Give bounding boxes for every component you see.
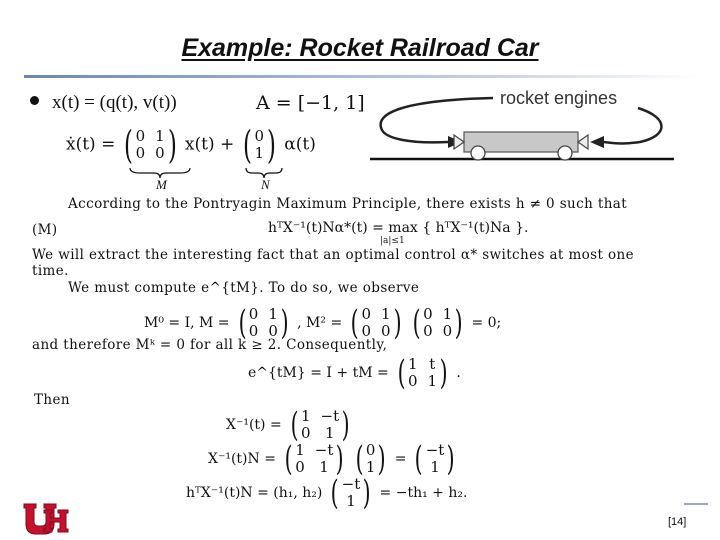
cell: 1 <box>346 492 356 510</box>
matrix-N: ( 0 1 ) <box>242 123 276 167</box>
matrix-hT-vec: ( −t 1 ) <box>331 473 371 513</box>
matrix-M: ( 0 1 0 0 ) <box>123 123 177 167</box>
etm-line <box>248 353 461 393</box>
cell: 1 <box>427 372 438 390</box>
matrix-etm: ( 1 t 0 1 ) <box>397 353 448 393</box>
cell: 0 <box>381 322 391 340</box>
cell: t <box>429 355 436 373</box>
hT-line <box>186 473 468 513</box>
cell: 0 <box>442 322 453 340</box>
uh-logo-icon <box>22 502 70 536</box>
matrix-M2-b: ( 0 1 0 0 ) <box>412 303 463 343</box>
matrix-xinv: ( 1 −t 0 1 ) <box>290 405 350 445</box>
cell: 0 <box>295 458 305 476</box>
right-arrow <box>604 108 662 144</box>
cell: 1 <box>408 355 418 373</box>
matrix-M-power: ( 0 1 0 0 ) <box>238 303 289 343</box>
rocket-car-diagram <box>368 92 674 172</box>
cell: 0 <box>408 372 418 390</box>
therefore-text: and therefore Mᵏ = 0 for all k ≥ 2. Consequently, <box>32 337 388 353</box>
cell: 1 <box>325 424 335 442</box>
cell: 0 <box>268 322 278 340</box>
hT-end: = −th₁ + h₂. <box>379 485 468 501</box>
hT-lhs: hᵀX⁻¹(t)N = (h₁, h₂) <box>186 485 323 501</box>
cell: −t <box>320 407 340 425</box>
matrix-xinvN-a: ( 1 −t 0 1 ) <box>284 439 344 479</box>
m-cell: 0 <box>135 127 146 145</box>
cell: −t <box>314 441 334 459</box>
cell: 1 <box>381 305 391 323</box>
cell: 1 <box>319 458 329 476</box>
xinv-lhs: X⁻¹(t) = <box>226 417 282 433</box>
etm-period: . <box>456 365 461 381</box>
then-text: Then <box>34 392 70 408</box>
extract-text: We will extract the interesting fact that an optimal control α* switches at most one <box>32 247 635 263</box>
cell: 0 <box>248 305 259 323</box>
rocket-label: rocket engines <box>500 88 618 108</box>
cell: 0 <box>361 305 371 323</box>
time-text: time. <box>32 263 69 279</box>
cell: 0 <box>423 322 433 340</box>
etm-lhs: e^{tM} = I + tM = <box>248 365 389 381</box>
bullet-dot-icon <box>30 96 39 105</box>
page-number: [14] <box>668 516 687 528</box>
cell: −t <box>425 441 445 459</box>
cell: 1 <box>442 305 453 323</box>
n-cell: 1 <box>254 144 265 162</box>
xinvN-line <box>208 439 458 479</box>
title-rule <box>24 75 700 78</box>
slide-title: Example: Rocket Railroad Car <box>181 34 539 62</box>
page-bar <box>684 503 708 505</box>
compute-text: We must compute e^{tM}. To do so, we observe <box>68 280 420 296</box>
right-engine <box>578 135 588 149</box>
state-equation <box>66 123 316 167</box>
bullet-state <box>30 92 177 114</box>
right-arrowhead <box>590 136 604 148</box>
cell: 1 <box>268 305 278 323</box>
cell: 0 <box>361 322 371 340</box>
powers-prefix: M⁰ = I, M = <box>144 315 230 331</box>
m-cell: 1 <box>155 127 165 145</box>
pmp-text: According to the Pontryagin Maximum Principle, there exists h ≠ 0 such that <box>68 196 628 212</box>
xinvN-lhs: X⁻¹(t)N = <box>208 451 276 467</box>
pmp-subscript: |a|≤1 <box>380 236 405 246</box>
xdot-x: x(t) + <box>184 134 235 155</box>
cell: 0 <box>365 441 376 459</box>
pmp-tag: (M) <box>32 222 58 238</box>
powers-end: = 0; <box>471 315 502 331</box>
matrix-M2-a: ( 0 1 0 0 ) <box>350 303 402 343</box>
cell: 0 <box>423 305 433 323</box>
cell: 1 <box>365 458 376 476</box>
xdot-lhs: ẋ(t) = <box>66 134 116 155</box>
label-N: N <box>261 177 270 192</box>
cell: 0 <box>300 424 311 442</box>
powers-mid: , M² = <box>297 315 343 331</box>
wheel-right <box>558 146 572 160</box>
pmp-equation: hᵀX⁻¹(t)Nα*(t) = max { hᵀX⁻¹(t)Na }. <box>268 220 529 236</box>
xdot-alpha: α(t) <box>284 134 316 155</box>
cell: 1 <box>430 458 440 476</box>
cell: 1 <box>300 407 311 425</box>
cell: 0 <box>248 322 259 340</box>
equals-sign: = <box>394 451 407 467</box>
bullet-text: x(t) = (q(t), v(t)) <box>52 92 177 113</box>
powers-line <box>144 303 502 343</box>
xinv-line <box>226 405 352 445</box>
m-cell: 0 <box>135 144 146 162</box>
wheel-left <box>471 146 485 160</box>
matrix-xinvN-c: ( −t 1 ) <box>415 439 455 479</box>
cell: −t <box>341 475 361 493</box>
n-cell: 0 <box>254 127 265 145</box>
label-M: M <box>156 177 167 192</box>
control-set: A = [−1, 1] <box>256 92 365 114</box>
left-engine <box>454 135 464 149</box>
m-cell: 0 <box>155 144 165 162</box>
cell: 1 <box>295 441 305 459</box>
matrix-xinvN-b: ( 0 1 ) <box>355 439 387 479</box>
